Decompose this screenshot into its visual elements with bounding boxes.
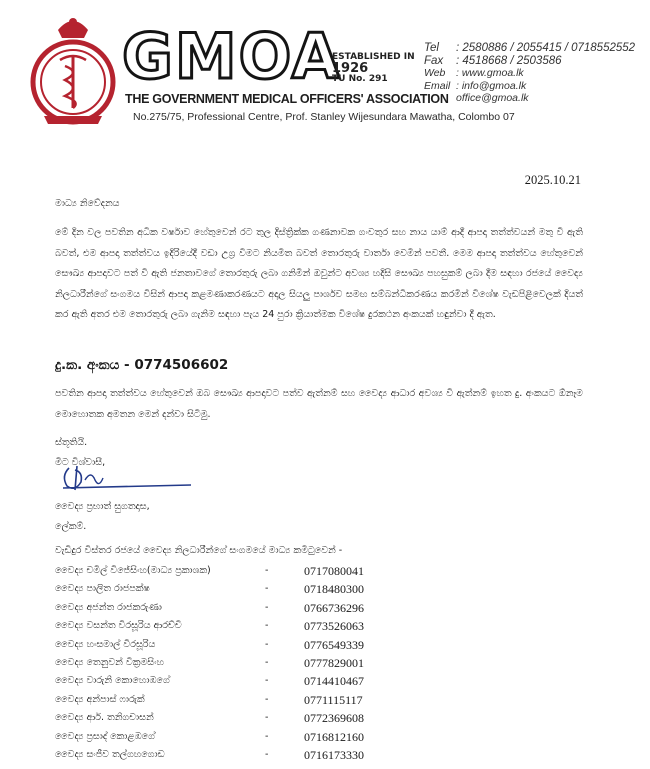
list-item xyxy=(55,728,385,746)
member-name: වෛද්‍ය තෙනුවන් වික්‍රමසිංහ xyxy=(55,656,165,668)
contact-block xyxy=(424,42,635,105)
list-item xyxy=(55,654,385,672)
established-label: ESTABLISHED IN xyxy=(332,52,415,62)
member-phone: 0776549339 xyxy=(304,637,364,652)
separator-dash: - xyxy=(265,583,269,595)
member-name: වෛද්‍ය චමිල් විජේසිංහ(මාධ්‍ය ප්‍රකාශක) xyxy=(55,565,211,576)
member-name: වෛද්‍ය හංසමාල් වීරසූරිය xyxy=(55,638,156,650)
association-address: No.275/75, Professional Centre, Prof. Stanley Wijesundara Mawatha, Colombo 07 xyxy=(133,111,515,123)
gmoa-logo-text: GMOA xyxy=(122,20,342,93)
separator-dash: - xyxy=(265,656,269,668)
member-name: වෛද්‍ය වසන්ත විරසූරිය ආරච්චි xyxy=(55,620,182,632)
sincerely-text: මීට විශ්වාසී, xyxy=(55,457,106,468)
committee-list xyxy=(55,562,385,764)
separator-dash: - xyxy=(265,638,269,650)
contact-row: Web : www.gmoa.lk xyxy=(424,67,524,79)
member-phone: 0716173330 xyxy=(304,747,364,762)
list-item xyxy=(55,617,385,635)
tu-number: TU No. 291 xyxy=(332,74,388,84)
signer-name: වෛද්‍ය ප්‍රභාත් සුගතදාස, xyxy=(55,501,150,512)
member-phone: 0714410467 xyxy=(304,674,364,689)
paragraph-main: මේ දින වල පවතින අධික වර්ෂාව හේතුවෙන් රට තුල දිස්ත්‍රික්ක ගණනාවක ගංවතුර සහ නාය යාම් ආදී ආපදා තත්ත්වයන් මතු වී ඇති බවත්, එම ආපදා තත්ත්වය ඉදිරියේදී වඩා උග්‍ර විමට නියමිත බවත් තොරතුරු වාර්තා වෙමින් පවතී. මෙම ආපදා තත්ත්වය හේතුවෙන් සෞඛ්‍ය ආපදාවට පත් වී ඇති ජනතාවගේ තොරතුරු ලබා ගනිමින් ඔවුන්ට අවශ්‍ය හදිසි සෞඛ්‍ය පහසුකම් ලබා දීම සඳහා රජයේ වෛද්‍ය නිලධාරීන්ගේ සංගමය විසින් ආපදා කළමණාකරණයට අදාල සියලු පාර්ශව සමඟ සම්බන්ධීකරණය කරමින් විශේෂ වැඩපිළිවෙලක් දියත් කර ඇති අතර එම තොරතුරු ලබා ගැනිම සඳහා පැය 24 පුරා ක්‍රියාත්මක විශේෂ දුරකථන අංකයක් හඳුන්වා දී ඇත. xyxy=(55,227,583,320)
established-block xyxy=(332,52,415,85)
signer-title: ලේකම්. xyxy=(55,521,87,532)
list-item xyxy=(55,672,385,690)
separator-dash: - xyxy=(265,601,269,613)
separator-dash: - xyxy=(265,565,269,576)
contact-row: Tel : 2580886 / 2055415 / 0718552552 xyxy=(424,42,636,54)
list-item xyxy=(55,580,385,598)
member-phone: 0777829001 xyxy=(304,655,364,670)
list-item xyxy=(55,562,385,580)
contact-row: Email : info@gmoa.lk xyxy=(424,79,527,92)
established-year: 1926 xyxy=(332,61,369,76)
member-phone: 0766736296 xyxy=(304,600,364,615)
member-phone: 0772369608 xyxy=(304,711,364,726)
gmoa-seal-logo xyxy=(30,10,116,128)
letter-date: 2025.10.21 xyxy=(524,173,581,187)
member-name: වෛද්‍ය ප්‍රසාද් කොළඹගේ xyxy=(55,730,155,742)
member-name: වෛද්‍ය ආර්. තනිගචාසන් xyxy=(55,712,154,724)
member-phone: 0716812160 xyxy=(304,729,364,744)
list-item xyxy=(55,636,385,654)
paragraph-instruction: පවතින ආපදා තත්ත්වය හේතුවෙන් ඔබ සෞඛ්‍ය ආපදාවට පත්ව ඇත්නම් සහ වෛද්‍ය ආධාර අවශ්‍ය වී ඇත්නම් ඉහත දු. අංකයට ඕනෑම මොහොතක අමතන මෙන් දන්වා සිටිමු. xyxy=(55,388,583,420)
thanks-text: ස්තූතියි. xyxy=(55,437,88,448)
member-name: වෛද්‍ය අන්පාස් ෆාරුක් xyxy=(55,693,145,705)
separator-dash: - xyxy=(265,712,269,724)
list-item xyxy=(55,691,385,709)
member-name: වෛද්‍ය අජන්ත රාජකරුණා xyxy=(55,601,162,613)
member-phone: 0718480300 xyxy=(304,582,364,597)
member-phone: 0773526063 xyxy=(304,619,364,634)
committee-heading: වැඩිදුර විස්තර රජයේ වෛද්‍ය නිලධාරීන්ගේ සංගමයේ මාධ්‍ය කමිටුවෙන් - xyxy=(55,545,343,556)
contact-row: Fax : 4518668 / 2503586 xyxy=(424,54,562,67)
signature-image xyxy=(55,460,195,494)
separator-dash: - xyxy=(265,693,269,705)
separator-dash: - xyxy=(265,748,269,760)
hotline-number: දු.ක. අංකය - 0774506602 xyxy=(55,357,229,373)
separator-dash: - xyxy=(265,730,269,742)
association-name: THE GOVERNMENT MEDICAL OFFICERS' ASSOCIATION xyxy=(125,92,449,106)
member-name: වෛද්‍ය වාරුනි කොහොඹගේ xyxy=(55,675,170,687)
signer-block xyxy=(55,497,150,537)
separator-dash: - xyxy=(265,620,269,632)
member-name: වෛද්‍ය සංජීව තල්ගහගොඩ xyxy=(55,748,165,760)
list-item xyxy=(55,599,385,617)
separator-dash: - xyxy=(265,675,269,687)
list-item xyxy=(55,746,385,764)
letter-heading: මාධ්‍ය නිවේදනය xyxy=(55,198,120,209)
contact-row: office@gmoa.lk xyxy=(456,92,529,104)
member-phone: 0771115117 xyxy=(304,692,363,707)
member-phone: 0717080041 xyxy=(304,564,364,578)
member-name: වෛද්‍ය පාලිත රාජපක්ෂ xyxy=(55,583,150,595)
list-item xyxy=(55,709,385,727)
